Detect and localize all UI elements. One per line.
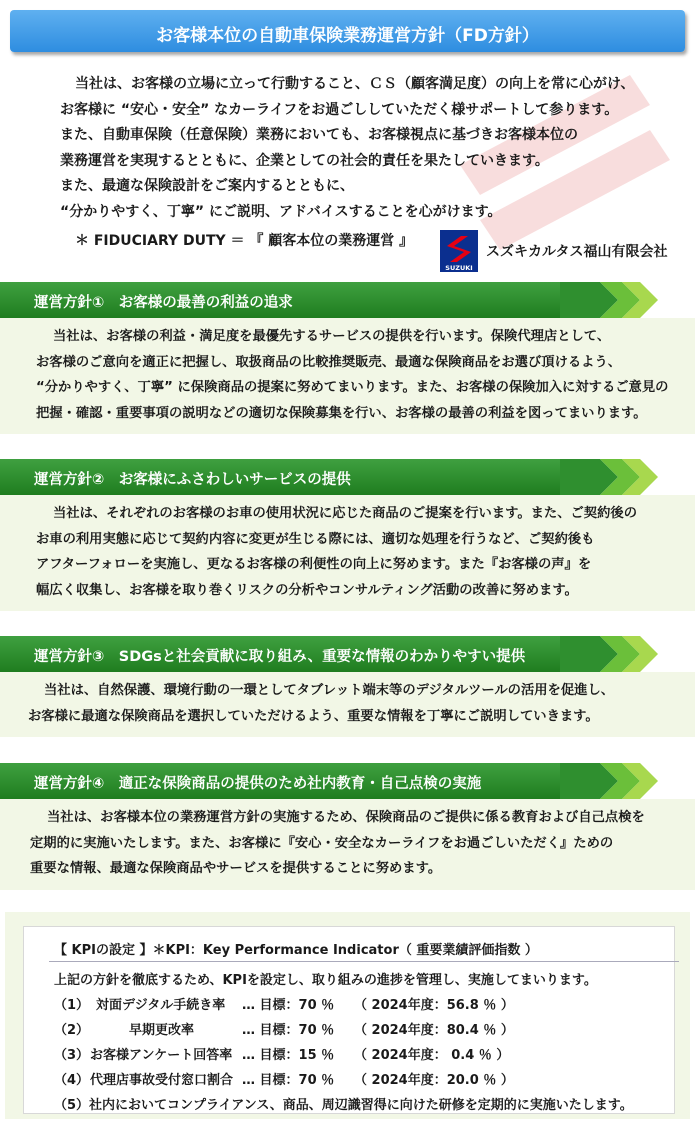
kpi-intro: 上記の方針を徹底するため、KPIを設定し、取り組みの進捗を管理し、実施してまいります。 [54, 973, 597, 988]
intro-line: 当社は、お客様の立場に立って行動すること、ＣＳ（顧客満足度）の向上を常に心がけ、 [75, 76, 635, 92]
kpi-item-name: 対面デジタル手続き率 [96, 998, 226, 1013]
company-logo-area [440, 230, 685, 272]
policy-line: お客様に最適な保険商品を選択していただけるよう、重要な情報を丁寧にご説明していきます。 [28, 708, 599, 724]
kpi-item-result: （ 2024年度：56.8 ％ ） [354, 998, 514, 1013]
kpi-item-num: （4） [54, 1073, 90, 1088]
policy-section-2 [0, 459, 695, 611]
fiduciary-note: ＊ FIDUCIARY DUTY ＝ 『 顧客本位の業務運営 』 [75, 233, 414, 249]
policy-heading: 運営方針② お客様にふさわしいサービスの提供 [34, 472, 351, 488]
kpi-item-name: 早期更改率 [129, 1023, 195, 1038]
policy-section-1 [0, 282, 695, 434]
policy-body [0, 799, 695, 890]
kpi-item-target: … 目標：70 ％ [242, 1073, 335, 1088]
kpi-item-target: … 目標：15 ％ [242, 1048, 335, 1063]
policy-section-3 [0, 636, 695, 737]
policy-body [0, 495, 695, 611]
intro-line: お客様に “安心・安全” なカーライフをお過ごししていただく様サポートして参ります。 [60, 101, 619, 118]
policy-line: 把握・確認・重要事項の説明などの適切な保険募集を行い、お客様の最善の利益を図ってまいります。 [36, 405, 647, 421]
policy-line: “分かりやすく、丁寧” に保険商品の提案に努めてまいります。また、お客様の保険加入に対するご意見の [36, 380, 669, 395]
divider [49, 961, 679, 962]
kpi-item-target: … 目標：70 ％ [242, 998, 335, 1013]
kpi-item-name: お客様アンケート回答率 [90, 1048, 233, 1063]
kpi-note: （5）社内においてコンプライアンス、商品、周辺識習得に向けた研修を定期的に実施いたします。 [54, 1098, 633, 1113]
policy-line: 幅広く収集し、お客様を取り巻くリスクの分析やコンサルティング活動の改善に努めます。 [36, 582, 578, 598]
policy-header [0, 459, 695, 495]
policy-line: 重要な情報、最適な保険商品やサービスを提供することに努めます。 [30, 861, 442, 876]
policy-line: 当社は、それぞれのお客様のお車の使用状況に応じた商品のご提案を行います。また、ご契約後の [53, 506, 637, 521]
policy-line: 当社は、お客様本位の業務運営方針の実施するため、保険商品のご提供に係る教育および自己点検を [47, 810, 645, 825]
kpi-item-num: （2） [54, 1023, 90, 1038]
kpi-item-result: （ 2024年度：20.0 ％ ） [354, 1073, 514, 1088]
policy-line: 当社は、お客様の利益・満足度を最優先するサービスの提供を行います。保険代理店として、 [53, 329, 611, 344]
green-arrow-icon [560, 459, 670, 495]
policy-line: アフターフォローを実施し、更なるお客様の利便性の向上に努めます。また『お客様の声』を [36, 557, 592, 572]
policy-heading: 運営方針① お客様の最善の利益の追求 [34, 295, 293, 311]
policy-header [0, 282, 695, 318]
intro-line: “分かりやすく、丁寧” にご説明、アドバイスすることを心がけます。 [60, 203, 502, 220]
kpi-item-num: （3） [54, 1048, 90, 1063]
kpi-box [23, 926, 675, 1114]
intro-line: 業務運営を実現するとともに、企業としての社会的責任を果たしていきます。 [60, 152, 549, 169]
kpi-item-result: （ 2024年度： 0.4 ％ ） [354, 1048, 510, 1063]
green-arrow-icon [560, 763, 670, 799]
title-banner [10, 10, 685, 52]
green-arrow-icon [560, 282, 670, 318]
company-name: スズキカルタス福山有限会社 [486, 244, 668, 260]
policy-heading: 運営方針③ SDGsと社会貢献に取り組み、重要な情報のわかりやすい提供 [34, 649, 526, 665]
suzuki-logo-text: SUZUKI [445, 264, 473, 272]
policy-line: お車の利用実態に応じて契約内容に変更が生じる際には、適切な処理を行うなど、ご契約後も [36, 531, 595, 547]
kpi-section [5, 912, 690, 1119]
page-title: お客様本位の自動車保険業務運営方針（FD方針） [156, 26, 539, 46]
policy-heading: 運営方針④ 適正な保険商品の提供のため社内教育・自己点検の実施 [34, 776, 482, 792]
intro-text [60, 72, 680, 225]
kpi-item-num: （1） [54, 998, 90, 1013]
green-arrow-icon [560, 636, 670, 672]
policy-line: お客様のご意向を適正に把握し、取扱商品の比較推奨販売、最適な保険商品をお選び頂けるよう、 [36, 354, 622, 370]
suzuki-logo-icon [440, 230, 478, 272]
kpi-item-target: … 目標：70 ％ [242, 1023, 335, 1038]
kpi-title: 【 KPIの設定 】＊KPI：Key Performance Indicator（ 重要業績評価指数 ） [54, 943, 538, 958]
policy-line: 定期的に実施いたします。また、お客様に『安心・安全なカーライフをお過ごしいただく』ための [30, 835, 614, 851]
policy-body [0, 318, 695, 434]
policy-line: 当社は、自然保護、環境行動の一環としてタブレット端末等のデジタルツールの活用を促進し、 [44, 683, 615, 698]
kpi-item-result: （ 2024年度：80.4 ％ ） [354, 1023, 514, 1038]
policy-header [0, 636, 695, 672]
policy-header [0, 763, 695, 799]
intro-line: また、自動車保険（任意保険）業務においても、お客様視点に基づきお客様本位の [60, 127, 578, 143]
kpi-item-name: 代理店事故受付窓口割合 [90, 1073, 234, 1088]
policy-body [0, 672, 695, 737]
intro-line: また、最適な保険設計をご案内するとともに、 [60, 178, 354, 194]
policy-section-4 [0, 763, 695, 890]
